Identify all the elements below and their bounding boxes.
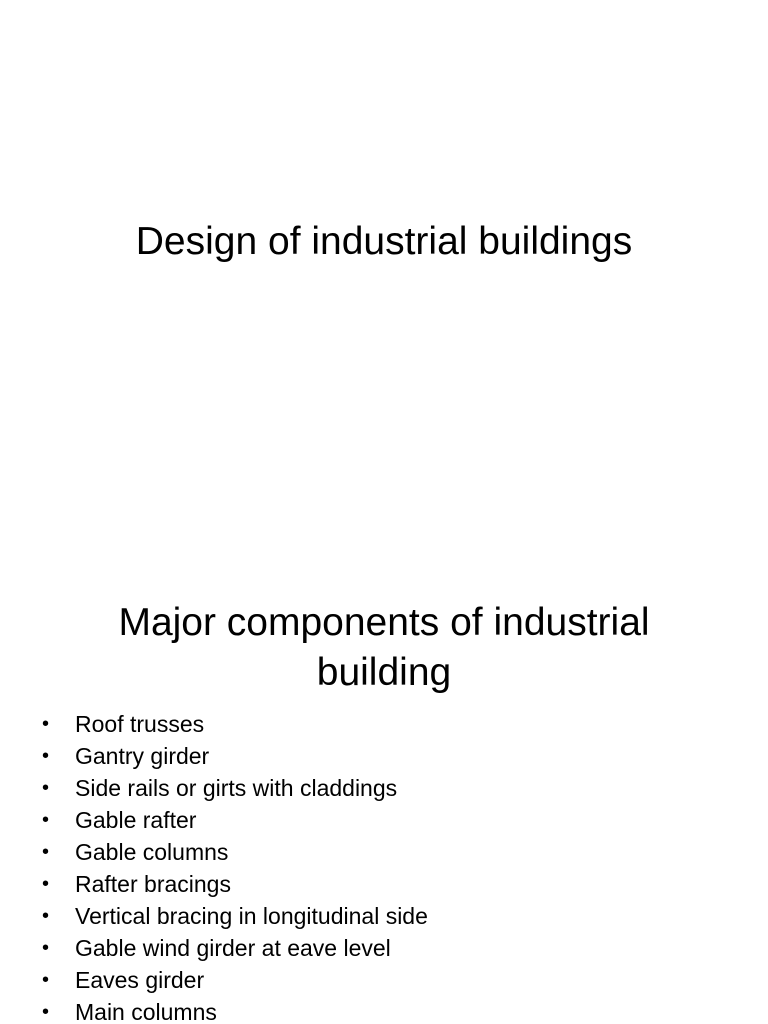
slide-title: Design of industrial buildings — [135, 220, 633, 263]
list-item-text: Eaves girder — [75, 967, 205, 993]
list-item-text: Gable columns — [75, 839, 229, 865]
bullet-icon: • — [42, 777, 50, 799]
list-item-text: Gable rafter — [75, 807, 197, 833]
bullet-icon: • — [42, 1001, 50, 1023]
bullet-icon: • — [42, 745, 50, 767]
list-item-text: Rafter bracings — [75, 871, 231, 897]
list-item — [40, 836, 428, 868]
list-item — [40, 900, 428, 932]
list-item-text: Gable wind girder at eave level — [75, 935, 391, 961]
bullet-icon: • — [42, 841, 50, 863]
list-item — [40, 996, 428, 1024]
list-item — [40, 964, 428, 996]
bullet-icon: • — [42, 713, 50, 735]
list-item-text: Roof trusses — [75, 711, 205, 737]
slide-2 — [0, 576, 768, 1024]
bullet-icon: • — [42, 969, 50, 991]
bullet-list — [40, 708, 428, 1024]
list-item-text: Side rails or girts with claddings — [75, 775, 398, 801]
slide-title: Major components of industrial building — [118, 601, 650, 694]
list-item — [40, 708, 428, 740]
list-item — [40, 740, 428, 772]
list-item — [40, 772, 428, 804]
bullet-icon: • — [42, 905, 50, 927]
list-item — [40, 804, 428, 836]
list-item-text: Main columns — [75, 999, 217, 1024]
bullet-icon: • — [42, 873, 50, 895]
list-item — [40, 932, 428, 964]
bullet-icon: • — [42, 809, 50, 831]
bullet-icon: • — [42, 937, 50, 959]
list-item-text: Vertical bracing in longitudinal side — [75, 903, 428, 929]
list-item — [40, 868, 428, 900]
list-item-text: Gantry girder — [75, 743, 210, 769]
